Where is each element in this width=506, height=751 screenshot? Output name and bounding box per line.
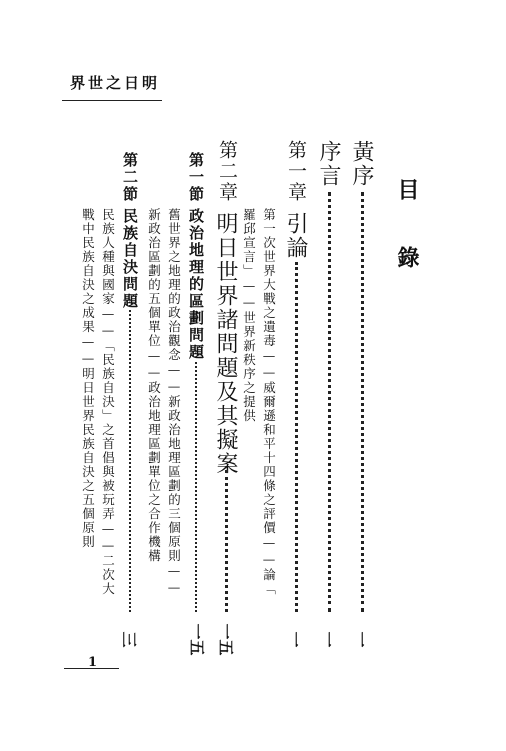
page-number: 1 [88, 655, 98, 670]
leader-dots [129, 305, 131, 612]
toc-entry-huang-preface-title[interactable]: 黃序 [349, 140, 374, 188]
toc-entry-ch1-summary-line2: 羅邱宣言」——世界新秩序之提供 [241, 208, 257, 423]
toc-entry-ch2-label: 第二章 [216, 140, 238, 203]
toc-entry-ch2-s2-summary-line1: 民族人種與國家——「民族自決」之首倡與被玩弄——二次大 [100, 208, 116, 596]
running-header: 界世之日明 [70, 74, 161, 92]
leader-dots [295, 262, 298, 612]
toc-entry-ch2-s2-label: 第二節 [121, 152, 139, 203]
toc-entry-ch2-s2-page: 三 [119, 631, 139, 648]
toc-entry-huang-preface-page: 一 [351, 631, 371, 648]
toc-entry-preface-page: 一 [318, 631, 338, 648]
toc-entry-ch2-s1-title[interactable]: 政治地理的區劃問題 [187, 208, 205, 361]
toc-entry-ch1-summary-line1: 第一次世界大戰之遺毒——威爾遜和平十四條之評價——論「 [261, 208, 277, 596]
toc-entry-ch1-label: 第一章 [285, 140, 307, 203]
toc-entry-ch2-s1-summary-line1: 舊世界之地理的政治觀念——新政治地理區劃的三個原則—— [166, 208, 182, 596]
toc-entry-ch2-page: 一五 [216, 623, 236, 656]
leader-dots [328, 192, 331, 612]
toc-entry-ch2-s2-title[interactable]: 民族自決問題 [121, 208, 139, 310]
header-rule [62, 100, 162, 101]
toc-heading: 目 錄 [394, 178, 420, 278]
toc-entry-ch2-s1-page: 一五 [187, 623, 207, 656]
toc-entry-ch2-s1-summary-line2: 新政治區劃的五個單位——政治地理區劃單位之合作機構 [146, 208, 162, 563]
leader-dots [361, 192, 364, 612]
toc-entry-ch1-title[interactable]: 引論 [283, 212, 308, 260]
toc-entry-ch1-page: 一 [285, 631, 305, 648]
toc-entry-ch2-title[interactable]: 明日世界諸問題及其擬案 [213, 212, 238, 476]
toc-entry-ch2-s2-summary-line2: 戰中民族自決之成果——明日世界民族自決之五個原則 [80, 208, 96, 549]
toc-entry-ch2-s1-label: 第一節 [187, 152, 205, 203]
leader-dots [225, 470, 228, 612]
toc-entry-preface-title[interactable]: 序言 [316, 140, 341, 188]
leader-dots [195, 362, 197, 612]
